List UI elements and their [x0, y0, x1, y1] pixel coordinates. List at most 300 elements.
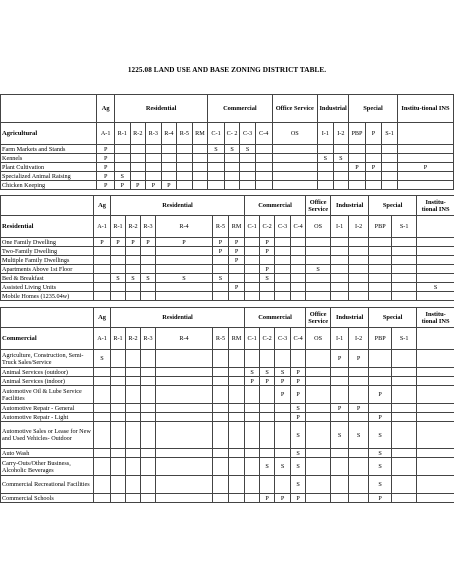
permission-cell — [382, 181, 398, 190]
district-group-header: Office Service — [272, 95, 318, 123]
district-code: I-1 — [318, 123, 334, 145]
permission-cell — [260, 404, 275, 413]
permission-cell — [369, 238, 392, 247]
permission-cell — [161, 163, 177, 172]
table-row — [1, 404, 454, 413]
permission-cell — [208, 154, 225, 163]
permission-cell — [213, 265, 229, 274]
land-use-label: Mobile Homes (1235.04w) — [1, 292, 94, 301]
district-code: PBP — [349, 123, 366, 145]
permission-cell — [161, 154, 177, 163]
table-row — [1, 458, 454, 476]
permission-cell — [382, 163, 398, 172]
permission-cell — [272, 145, 318, 154]
permission-cell — [255, 145, 272, 154]
permission-cell — [94, 404, 111, 413]
permission-cell — [333, 163, 349, 172]
permission-cell — [392, 422, 417, 449]
district-code: R-2 — [126, 328, 141, 350]
permission-cell — [306, 404, 331, 413]
district-group-header: Institu-tional INS — [417, 196, 454, 216]
permission-cell — [126, 476, 141, 494]
permission-cell — [369, 292, 392, 301]
permission-cell — [397, 172, 453, 181]
district-group-header: Special — [349, 95, 398, 123]
district-group-header: Commercial — [245, 196, 306, 216]
permission-cell — [130, 145, 146, 154]
permission-cell — [272, 154, 318, 163]
district-code: C-2 — [260, 328, 275, 350]
permission-cell: P — [291, 386, 306, 404]
permission-cell: P — [245, 377, 260, 386]
district-code: C-1 — [245, 328, 260, 350]
permission-cell: P — [146, 181, 162, 190]
permission-cell — [94, 494, 111, 503]
permission-cell — [245, 476, 260, 494]
permission-cell — [94, 449, 111, 458]
district-group-header: Residential — [111, 308, 245, 328]
permission-cell — [114, 145, 130, 154]
permission-cell — [365, 181, 382, 190]
table-row — [1, 265, 454, 274]
permission-cell: P — [126, 238, 141, 247]
permission-cell: P — [111, 238, 126, 247]
permission-cell — [126, 292, 141, 301]
table-row — [1, 449, 454, 458]
permission-cell — [417, 265, 454, 274]
permission-cell — [146, 172, 162, 181]
permission-cell: P — [275, 386, 291, 404]
land-use-label: Automotive Oil & Lube Service Facilities — [1, 386, 94, 404]
category-heading: Agricultural — [1, 123, 97, 145]
district-code: C-2 — [260, 216, 275, 238]
permission-cell — [229, 476, 245, 494]
permission-cell — [146, 145, 162, 154]
district-group-header: Commercial — [245, 308, 306, 328]
permission-cell: P — [369, 413, 392, 422]
permission-cell — [141, 413, 156, 422]
permission-cell — [349, 172, 366, 181]
permission-cell — [161, 145, 177, 154]
permission-cell — [331, 386, 349, 404]
permission-cell — [156, 494, 213, 503]
table-row — [1, 238, 454, 247]
permission-cell — [382, 172, 398, 181]
permission-cell — [331, 449, 349, 458]
permission-cell — [397, 154, 453, 163]
permission-cell: P — [260, 494, 275, 503]
permission-cell — [369, 377, 392, 386]
permission-cell: P — [349, 350, 369, 368]
permission-cell — [417, 422, 454, 449]
permission-cell — [417, 350, 454, 368]
table-row — [1, 368, 454, 377]
permission-cell — [141, 476, 156, 494]
district-code: PBP — [369, 216, 392, 238]
district-group-header: Residential — [114, 95, 207, 123]
permission-cell — [94, 247, 111, 256]
permission-cell: S — [331, 422, 349, 449]
district-code: R-3 — [141, 328, 156, 350]
permission-cell — [245, 265, 260, 274]
document-title: 1225.08 LAND USE AND BASE ZONING DISTRICT TABLE. — [127, 66, 327, 74]
table-row — [1, 350, 454, 368]
permission-cell — [318, 172, 334, 181]
table-row — [1, 256, 454, 265]
permission-cell — [417, 494, 454, 503]
permission-cell: P — [229, 283, 245, 292]
permission-cell — [94, 386, 111, 404]
permission-cell — [275, 422, 291, 449]
district-code — [397, 123, 453, 145]
permission-cell — [141, 292, 156, 301]
permission-cell — [111, 449, 126, 458]
district-code: A-1 — [97, 123, 115, 145]
permission-cell — [126, 449, 141, 458]
permission-cell — [260, 292, 275, 301]
permission-cell — [156, 292, 213, 301]
district-code: S-1 — [392, 216, 417, 238]
permission-cell: S — [260, 458, 275, 476]
permission-cell: P — [291, 377, 306, 386]
permission-cell — [417, 386, 454, 404]
permission-cell — [392, 292, 417, 301]
permission-cell — [255, 154, 272, 163]
permission-cell — [156, 413, 213, 422]
permission-cell — [94, 274, 111, 283]
permission-cell: P — [213, 238, 229, 247]
permission-cell — [365, 145, 382, 154]
permission-cell: P — [331, 350, 349, 368]
land-use-label: Multiple Family Dwellings — [1, 256, 94, 265]
permission-cell: S — [94, 350, 111, 368]
permission-cell — [260, 422, 275, 449]
permission-cell: S — [224, 145, 240, 154]
permission-cell: P — [213, 247, 229, 256]
district-code: R-1 — [111, 216, 126, 238]
permission-cell — [397, 145, 453, 154]
permission-cell — [417, 247, 454, 256]
permission-cell — [275, 247, 291, 256]
permission-cell — [245, 494, 260, 503]
permission-cell — [156, 377, 213, 386]
permission-cell — [177, 145, 193, 154]
permission-cell — [306, 494, 331, 503]
permission-cell — [417, 458, 454, 476]
permission-cell — [245, 386, 260, 404]
district-group-header: Special — [369, 308, 417, 328]
district-code: C-3 — [275, 328, 291, 350]
permission-cell — [369, 404, 392, 413]
permission-cell — [213, 494, 229, 503]
permission-cell — [94, 476, 111, 494]
table-row — [1, 181, 454, 190]
permission-cell — [126, 413, 141, 422]
district-group-header: Office Service — [306, 196, 331, 216]
district-group-header: Ag — [94, 196, 111, 216]
permission-cell — [141, 350, 156, 368]
district-code: R-5 — [213, 216, 229, 238]
permission-cell — [275, 256, 291, 265]
permission-cell — [392, 449, 417, 458]
table-row — [1, 283, 454, 292]
permission-cell: S — [369, 458, 392, 476]
district-code: RM — [192, 123, 208, 145]
permission-cell — [392, 386, 417, 404]
permission-cell — [331, 413, 349, 422]
permission-cell — [130, 154, 146, 163]
district-code: R-1 — [111, 328, 126, 350]
permission-cell — [229, 265, 245, 274]
permission-cell: S — [291, 476, 306, 494]
land-use-label: Animal Services (indoor) — [1, 377, 94, 386]
district-group-header: Institu-tional INS — [417, 308, 454, 328]
permission-cell — [192, 154, 208, 163]
permission-cell — [161, 172, 177, 181]
land-use-label: Two-Family Dwelling — [1, 247, 94, 256]
zoning-table-agricultural — [0, 94, 454, 190]
table-row — [1, 145, 454, 154]
permission-cell — [126, 494, 141, 503]
district-code: I-2 — [349, 328, 369, 350]
district-code: C-3 — [240, 123, 256, 145]
permission-cell — [126, 247, 141, 256]
permission-cell — [94, 283, 111, 292]
permission-cell: P — [369, 494, 392, 503]
permission-cell — [114, 154, 130, 163]
permission-cell — [141, 422, 156, 449]
district-code: OS — [306, 216, 331, 238]
permission-cell — [349, 494, 369, 503]
permission-cell: P — [97, 163, 115, 172]
permission-cell — [392, 274, 417, 283]
permission-cell: P — [291, 494, 306, 503]
table-row — [1, 422, 454, 449]
permission-cell — [306, 274, 331, 283]
permission-cell — [213, 377, 229, 386]
permission-cell — [331, 238, 349, 247]
permission-cell — [275, 476, 291, 494]
district-group-header: Institu-tional INS — [397, 95, 453, 123]
permission-cell — [141, 247, 156, 256]
permission-cell — [331, 256, 349, 265]
group-header-blank — [1, 95, 97, 123]
land-use-label: Chicken Keeping — [1, 181, 97, 190]
land-use-label: Animal Services (outdoor) — [1, 368, 94, 377]
permission-cell — [245, 256, 260, 265]
land-use-label: Kennels — [1, 154, 97, 163]
permission-cell — [240, 163, 256, 172]
permission-cell — [369, 350, 392, 368]
district-group-header: Industrial — [331, 196, 369, 216]
permission-cell — [245, 458, 260, 476]
permission-cell — [146, 154, 162, 163]
permission-cell: P — [161, 181, 177, 190]
permission-cell — [111, 283, 126, 292]
permission-cell — [392, 458, 417, 476]
permission-cell — [260, 476, 275, 494]
permission-cell — [213, 422, 229, 449]
permission-cell: S — [260, 368, 275, 377]
permission-cell: S — [306, 265, 331, 274]
district-code: R-4 — [156, 216, 213, 238]
permission-cell — [224, 163, 240, 172]
permission-cell — [156, 449, 213, 458]
district-code: S-1 — [382, 123, 398, 145]
district-code: R-3 — [146, 123, 162, 145]
permission-cell — [126, 386, 141, 404]
permission-cell — [291, 256, 306, 265]
permission-cell — [156, 458, 213, 476]
permission-cell: S — [156, 274, 213, 283]
permission-cell — [245, 247, 260, 256]
permission-cell — [275, 265, 291, 274]
permission-cell — [213, 292, 229, 301]
permission-cell — [272, 163, 318, 172]
permission-cell — [291, 283, 306, 292]
permission-cell — [156, 386, 213, 404]
district-code: R-2 — [130, 123, 146, 145]
district-group-header: Ag — [97, 95, 115, 123]
permission-cell: S — [208, 145, 225, 154]
permission-cell: P — [97, 172, 115, 181]
permission-cell — [318, 145, 334, 154]
permission-cell — [369, 256, 392, 265]
table-row — [1, 274, 454, 283]
permission-cell — [94, 377, 111, 386]
permission-cell: S — [369, 476, 392, 494]
permission-cell: P — [260, 265, 275, 274]
permission-cell — [333, 181, 349, 190]
permission-cell — [224, 181, 240, 190]
group-header-blank — [1, 308, 94, 328]
permission-cell — [331, 494, 349, 503]
permission-cell — [213, 458, 229, 476]
permission-cell — [349, 292, 369, 301]
district-code: A-1 — [94, 328, 111, 350]
permission-cell — [392, 494, 417, 503]
permission-cell: S — [240, 145, 256, 154]
permission-cell — [141, 283, 156, 292]
permission-cell — [349, 274, 369, 283]
district-code: R-3 — [141, 216, 156, 238]
land-use-label: Specialized Animal Raising — [1, 172, 97, 181]
permission-cell: S — [291, 422, 306, 449]
district-code: OS — [306, 328, 331, 350]
permission-cell — [417, 413, 454, 422]
permission-cell — [208, 163, 225, 172]
permission-cell — [245, 350, 260, 368]
group-header-blank — [1, 196, 94, 216]
district-code: I-2 — [349, 216, 369, 238]
permission-cell — [229, 350, 245, 368]
permission-cell — [111, 476, 126, 494]
permission-cell — [392, 238, 417, 247]
permission-cell — [94, 265, 111, 274]
permission-cell — [156, 368, 213, 377]
land-use-label: Apartments Above 1st Floor — [1, 265, 94, 274]
permission-cell: P — [156, 238, 213, 247]
permission-cell — [245, 283, 260, 292]
permission-cell: P — [331, 404, 349, 413]
permission-cell: S — [260, 274, 275, 283]
permission-cell — [126, 350, 141, 368]
permission-cell: P — [130, 181, 146, 190]
permission-cell — [229, 274, 245, 283]
permission-cell — [369, 274, 392, 283]
permission-cell: S — [291, 449, 306, 458]
permission-cell — [417, 256, 454, 265]
land-use-label: Agriculture, Construction, Semi- Truck Sales/Service — [1, 350, 94, 368]
permission-cell: S — [333, 154, 349, 163]
district-code: R-5 — [213, 328, 229, 350]
permission-cell — [126, 283, 141, 292]
permission-cell — [255, 181, 272, 190]
permission-cell — [213, 449, 229, 458]
permission-cell — [306, 458, 331, 476]
permission-cell — [369, 247, 392, 256]
permission-cell — [111, 422, 126, 449]
permission-cell — [177, 181, 193, 190]
permission-cell — [240, 172, 256, 181]
permission-cell — [156, 476, 213, 494]
permission-cell: S — [318, 154, 334, 163]
permission-cell — [94, 368, 111, 377]
permission-cell: P — [369, 386, 392, 404]
permission-cell — [208, 172, 225, 181]
table-row — [1, 386, 454, 404]
permission-cell: P — [349, 404, 369, 413]
permission-cell — [126, 265, 141, 274]
permission-cell: S — [213, 274, 229, 283]
permission-cell: P — [229, 256, 245, 265]
permission-cell — [156, 350, 213, 368]
permission-cell — [392, 256, 417, 265]
permission-cell — [126, 422, 141, 449]
permission-cell — [331, 292, 349, 301]
district-code: R-1 — [114, 123, 130, 145]
district-group-header: Commercial — [208, 95, 272, 123]
permission-cell — [306, 449, 331, 458]
permission-cell — [392, 377, 417, 386]
permission-cell — [417, 476, 454, 494]
permission-cell — [141, 377, 156, 386]
permission-cell — [141, 404, 156, 413]
permission-cell — [192, 145, 208, 154]
district-code — [417, 328, 454, 350]
table-row — [1, 154, 454, 163]
permission-cell — [331, 283, 349, 292]
permission-cell — [306, 422, 331, 449]
permission-cell — [240, 181, 256, 190]
permission-cell — [177, 172, 193, 181]
permission-cell — [392, 283, 417, 292]
permission-cell — [275, 274, 291, 283]
permission-cell — [275, 350, 291, 368]
permission-cell — [349, 154, 366, 163]
permission-cell: S — [275, 458, 291, 476]
permission-cell — [306, 413, 331, 422]
permission-cell — [291, 265, 306, 274]
district-group-header: Ag — [94, 308, 111, 328]
permission-cell — [156, 422, 213, 449]
permission-cell — [245, 422, 260, 449]
district-code: I-1 — [331, 328, 349, 350]
permission-cell — [291, 247, 306, 256]
permission-cell — [141, 458, 156, 476]
permission-cell — [306, 256, 331, 265]
district-code: OS — [272, 123, 318, 145]
